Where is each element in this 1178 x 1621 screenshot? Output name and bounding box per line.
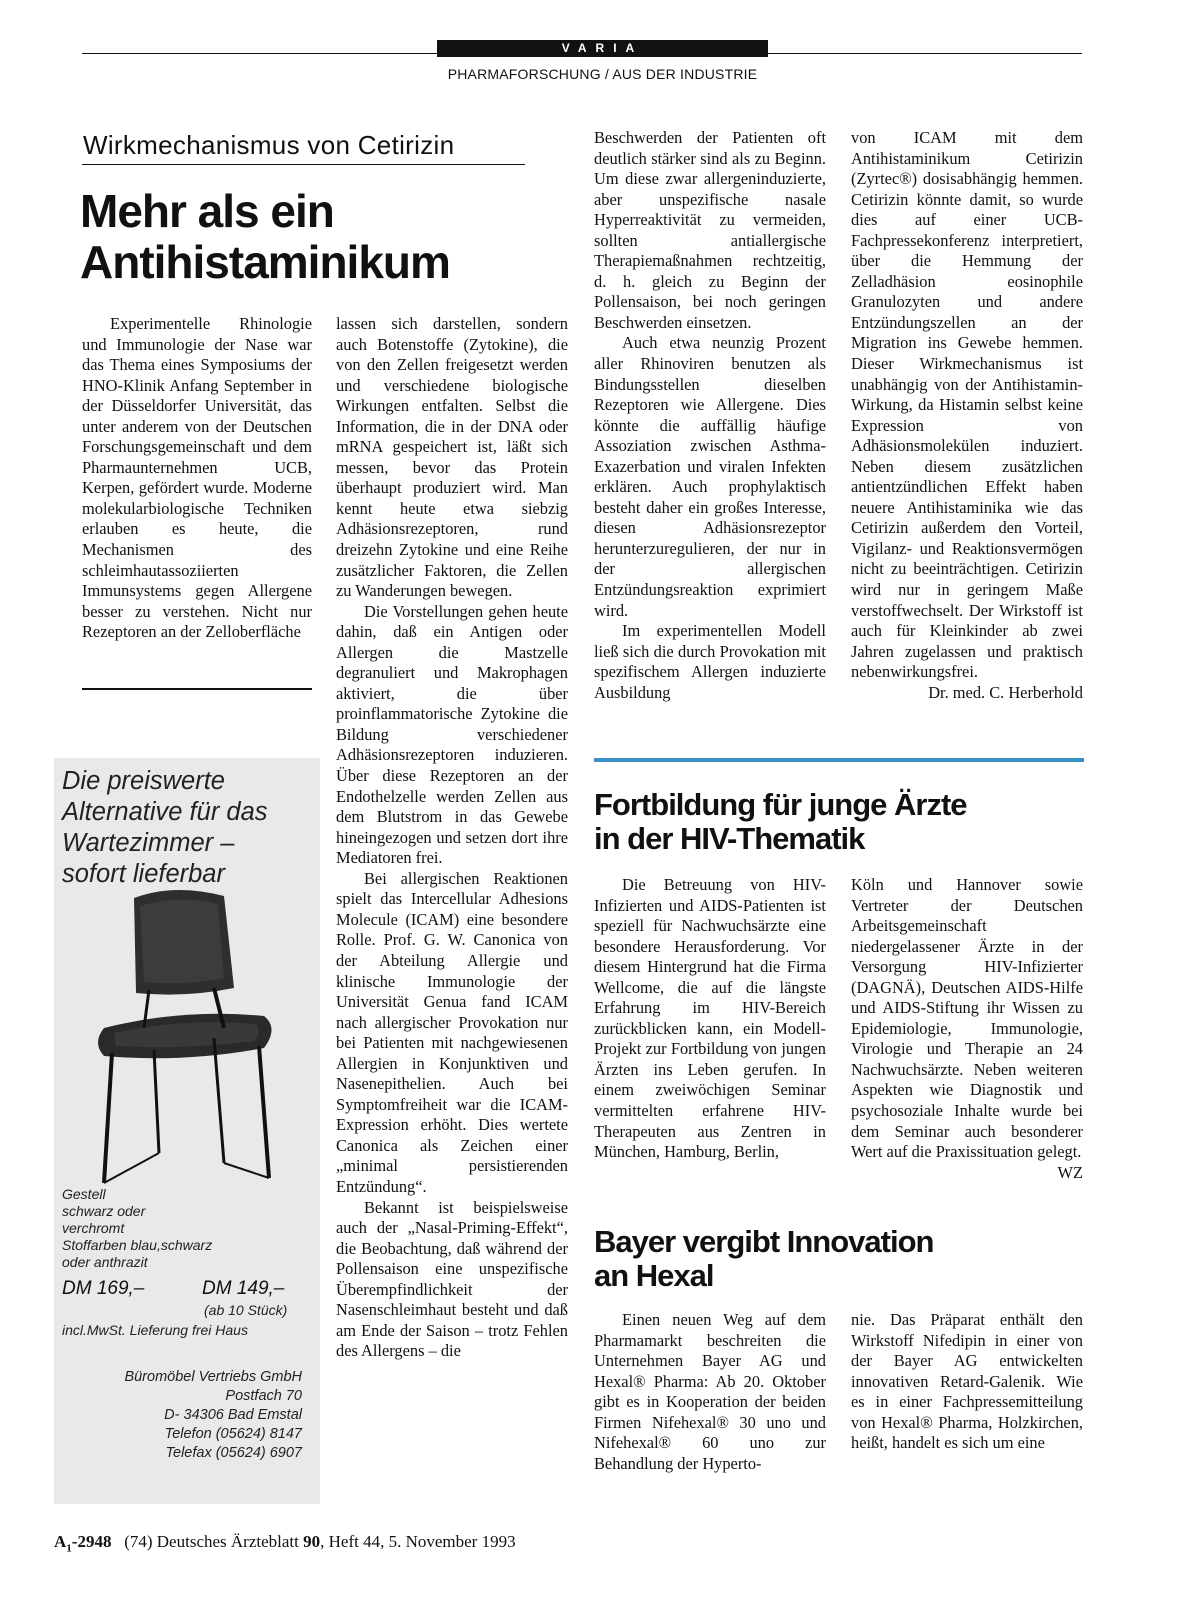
article1-col3-p2: Auch etwa neunzig Prozent aller Rhinoviren benutzen als Bindungsstellen dieselben Rezeptoren wie Allergene. Dies könnte die auffällig häufige Assoziation zwischen Asthma-Exazerbation und viralen Infekten erklären. Auch prophylaktisch besteht daher ein großes Interesse, diesen Adhäsionsrezeptor herunterzuregulieren, der nur in der allergischen Entzündungsreaktion exprimiert wird.: [594, 333, 826, 620]
ad-company: Büromöbel Vertriebs GmbH: [124, 1369, 302, 1385]
article2-author: WZ: [1057, 1162, 1083, 1182]
article1-col2-p4: Bekannt ist beispielsweise auch der „Nasal-Priming-Effekt“, die Beobachtung, daß während der Pollensaison eine unspezifische Überempfindlichkeit der Nasenschleimhaut besteht und daß am Ende der Saison – trotz Fehlen des Allergens – die: [336, 1197, 568, 1361]
footer-page-number: -2948: [71, 1532, 112, 1551]
chair-advertisement: [54, 758, 320, 1504]
article2-title-line1: Fortbildung für junge Ärzte: [594, 787, 967, 822]
article1-title-line2: Antihistaminikum: [80, 235, 450, 288]
article3-col1-text: Einen neuen Weg auf dem Pharmamarkt beschreiten die Unternehmen Bayer AG und Hexal® Pharma: Ab 20. Oktober gibt es in Kooperation der beiden Firmen Nifehexal® 30 uno und Nifehexal® 60 uno zur Behandlung der Hyperto-: [594, 1310, 826, 1473]
article1-title-line1: Mehr als ein: [80, 185, 334, 237]
footer-page-code-sub: 1: [66, 1542, 72, 1555]
article2-title-line2: in der HIV-Thematik: [594, 821, 865, 857]
article1-col2-p3: Bei allergischen Reaktionen spielt das Intercellular Adhesions Molecule (ICAM) eine besondere Rolle. Prof. G. W. Canonica von der Abteilung Allergie und klinische Immunologie der Universität Genua fand ICAM nach allergischer Provokation nur bei Patienten mit nachgewiesenen Allergien in Konjunktiven und Nasenepithelien. Auch bei Symptomfreiheit war die ICAM-Expression erhöht. Dies wertete Canonica als Zeichen einer „minimal persistierenden Entzündung“.: [336, 868, 568, 1196]
ad-spec-line4: Stoffarben blau,schwarz: [62, 1237, 213, 1253]
article1-col4: [851, 128, 1083, 703]
footer-page-code: A: [54, 1532, 67, 1551]
page-footer: [54, 1532, 516, 1554]
ad-headline-line2: Alternative für das: [62, 798, 268, 826]
footer-issue: , Heft 44, 5. November 1993: [320, 1532, 516, 1551]
footer-page-paren: (74): [124, 1532, 153, 1551]
ad-spec-line1: Gestell: [62, 1186, 106, 1202]
article3-title-line1: Bayer vergibt Innovation: [594, 1224, 934, 1259]
article3-col1: [594, 1310, 826, 1474]
article1-col3-p3: Im experimentellen Modell ließ sich die durch Provokation mit spezifischem Allergen induzierte Ausbildung: [594, 621, 826, 702]
ad-price-note: incl.MwSt. Lieferung frei Haus: [62, 1322, 248, 1338]
article1-col1-text: Experimentelle Rhinologie und Immunologie der Nase war das Thema eines Symposiums der HNO-Klinik Anfang September in der Düsseldorfer Universität, das unter anderem von der Deutschen Forschungsgemeinschaft und dem Pharmaunternehmen UCB, Kerpen, gefördert wurde. Moderne molekularbiologische Techniken erlauben es heute, die Mechanismen des schleimhautassoziierten Immunsystems gegen Allergene besser zu verstehen. Nicht nur Rezeptoren an der Zelloberfläche: [82, 314, 312, 642]
subsection-label: PHARMAFORSCHUNG / AUS DER INDUSTRIE: [447, 66, 758, 82]
footer-volume: 90: [303, 1532, 321, 1551]
ad-headline-line3: Wartezimmer –: [62, 829, 235, 857]
ad-spec-line3: verchromt: [62, 1220, 125, 1236]
article2-col1: [594, 875, 826, 1163]
kicker-underline: [82, 164, 525, 165]
ad-spec-line2: schwarz oder: [62, 1203, 146, 1219]
article2-title: [594, 788, 1074, 856]
article3-title-line2: an Hexal: [594, 1258, 714, 1294]
article3-col2-text: nie. Das Präparat enthält den Wirkstoff Nifedipin in einer von der Bayer AG entwickelten innovativen Retard-Galenik. Wie es in einer Fachpressemitteilung von Hexal® Pharma, Holzkirchen, heißt, handelt es sich um eine: [851, 1310, 1083, 1453]
article3-title: [594, 1225, 1074, 1293]
section-label: VARIA: [437, 40, 768, 57]
ad-headline-line4: sofort lieferbar: [62, 860, 225, 888]
col1-end-rule: [82, 688, 312, 690]
article2-col2: [851, 875, 1083, 1183]
ad-headline-line1: Die preiswerte: [62, 767, 225, 795]
chair-image: [64, 878, 314, 1198]
article1-col2: [336, 314, 568, 1362]
ad-contact: [62, 1368, 302, 1463]
article1-author: Dr. med. C. Herberhold: [928, 682, 1083, 702]
ad-specs: [62, 1186, 312, 1271]
article1-col2-p2: Die Vorstellungen gehen heute dahin, daß ein Antigen oder Allergen die Mastzelle degranuliert und Makrophagen aktiviert, die über proinflammatorische Zytokine die Bildung verschiedener Adhäsionsrezeptoren induzieren. Über diese Rezeptoren an der Endothelzelle werden Zellen aus dem Blutstrom in das Gewebe hineingezogen und setzen dort ihre Mediatoren frei.: [336, 601, 568, 868]
footer-journal: Deutsches Ärzteblatt: [156, 1532, 299, 1551]
ad-spec-line5: oder anthrazit: [62, 1254, 148, 1270]
article2-col2-text: Köln und Hannover sowie Vertreter der Deutschen Arbeitsgemeinschaft niedergelassener Ärzte in der Versorgung HIV-Infizierter (DAGNÄ), Deutschen AIDS-Hilfe und AIDS-Stiftung ihr Wissen zu Epidemiologie, Immunologie, Virologie und Therapie an 24 Nachwuchsärzte. Neben weiteren Aspekten wie Diagnostik und psychosoziale Inhalte wurde bei dem Seminar auch besonderer Wert auf die Praxissituation gelegt.: [851, 875, 1083, 1162]
ad-address1: Postfach 70: [225, 1388, 302, 1404]
article1-col4-p1: von ICAM mit dem Antihistaminikum Cetirizin (Zyrtec®) dosisabhängig hemmen. Cetirizin könnte damit, so wurde dies auf einer UCB-Fachpressekonferenz interpretiert, über die Hemmung der Zelladhäsion eosinophile Granulozyten und andere Entzündungszellen an der Migration ins Gewebe hemmen. Dieser Wirkmechanismus ist unabhängig von der Antihistamin-Wirkung, da Histamin selbst keine Expression von Adhäsionsmolekülen induziert. Neben diesem zusätzlichen antientzündlichen Effekt haben neuere Antihistaminika wie das Cetirizin außerdem den Vorteil, Vigilanz- und Reaktionsvermögen nicht zu beeinträchtigen. Cetirizin wird nur in geringem Maße verstoffwechselt. Der Wirkstoff ist auch für Kleinkinder ab zwei Jahren zugelassen und praktisch nebenwirkungsfrei.: [851, 128, 1083, 682]
ad-price1: DM 169,–: [62, 1278, 145, 1299]
article1-col1: [82, 314, 312, 643]
ad-address2: D- 34306 Bad Emstal: [164, 1407, 302, 1423]
ad-headline: [62, 766, 312, 890]
article1-title: [80, 186, 550, 287]
article3-col2: [851, 1310, 1083, 1454]
section-divider: [594, 758, 1084, 762]
article1-col2-p1: lassen sich darstellen, sondern auch Botenstoffe (Zytokine), die von den Zellen freigesetzt werden und verschiedene biologische Wirkungen entfalten. Selbst die Information, die in der DNA oder mRNA gespeichert ist, läßt sich messen, bevor das Protein überhaupt produziert wird. Man kennt heute etwa siebzig Adhäsionsrezeptoren, rund dreizehn Zytokine und eine Reihe zusätzlicher Faktoren, die Zellen zu Wanderungen bewegen.: [336, 314, 568, 601]
ad-price2: DM 149,–: [202, 1278, 285, 1299]
article2-col1-text: Die Betreuung von HIV-Infizierten und AIDS-Patienten ist speziell für Nachwuchsärzte eine besondere Herausforderung. Vor diesem Hintergrund hat die Firma Wellcome, die auf die längste Erfahrung im HIV-Bereich zurückblicken kann, ein Modell-Projekt zur Fortbildung von jungen Ärzten ins Leben gerufen. In einem zweiwöchigen Seminar vermittelten erfahrene HIV-Therapeuten aus Zentren in München, Hamburg, Berlin,: [594, 875, 826, 1162]
article1-col3-p1: Beschwerden der Patienten oft deutlich stärker sind als zu Beginn. Um diese zwar allergeninduzierte, aber unspezifische nasale Hyperreaktivität zu vermeiden, sollten antiallergische Therapiemaßnahmen rechtzeitig, d. h. gleich zu Beginn der Pollensaison, bei noch geringen Beschwerden einsetzen.: [594, 128, 826, 332]
ad-phone: Telefon (05624) 8147: [164, 1426, 302, 1442]
ad-price2-note: (ab 10 Stück): [204, 1302, 288, 1318]
article1-col3: [594, 128, 826, 703]
article1-kicker: Wirkmechanismus von Cetirizin: [83, 130, 455, 160]
ad-fax: Telefax (05624) 6907: [165, 1445, 302, 1461]
